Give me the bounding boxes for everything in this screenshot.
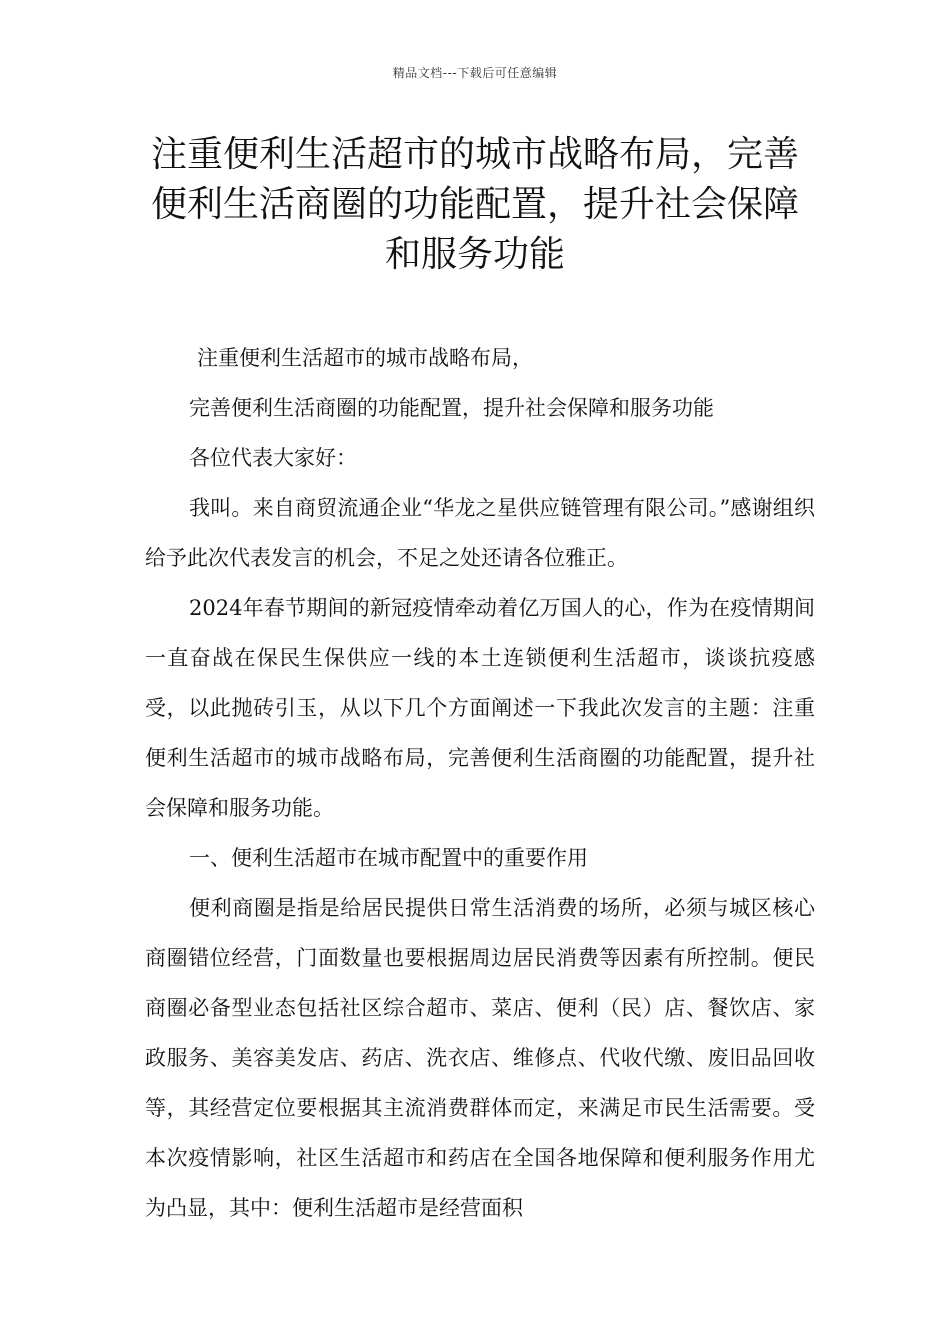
section-heading-1: 一、便利生活超市在城市配置中的重要作用 xyxy=(189,846,588,870)
paragraph-topic-line-2: 完善便利生活商圈的功能配置，提升社会保障和服务功能 xyxy=(189,396,714,420)
document-body xyxy=(145,333,815,1233)
paragraph-greeting: 各位代表大家好： xyxy=(189,446,357,470)
document-title: 注重便利生活超市的城市战略布局，完善便利生活商圈的功能配置，提升社会保障和服务功能 xyxy=(150,134,799,275)
header-note: 精品文档---下载后可任意编辑 xyxy=(392,66,558,80)
paragraph-section-1: 便利商圈是指是给居民提供日常生活消费的场所，必须与城区核心商圈错位经营，门面数量也要根据周边居民消费等因素有所控制。便民商圈必备型业态包括社区综合超市、菜店、便利（民）店、餐饮店、家政服务、美容美发店、药店、洗衣店、维修点、代收代缴、废旧品回收等，其经营定位要根据其主流消费群体而定，来满足市民生活需要。受本次疫情影响，社区生活超市和药店在全国各地保障和便利服务作用尤为凸显，其中：便利生活超市是经营面积 xyxy=(145,896,815,1220)
paragraph-background: 2024年春节期间的新冠疫情牵动着亿万国人的心，作为在疫情期间一直奋战在保民生保供应一线的本土连锁便利生活超市，谈谈抗疫感受，以此抛砖引玉，从以下几个方面阐述一下我此次发言的主题：注重便利生活超市的城市战略布局，完善便利生活商圈的功能配置，提升社会保障和服务功能。 xyxy=(145,596,815,820)
paragraph-introduction: 我叫。来自商贸流通企业“华龙之星供应链管理有限公司。”感谢组织给予此次代表发言的机会，不足之处还请各位雅正。 xyxy=(145,496,815,570)
paragraph-topic-line-1: 注重便利生活超市的城市战略布局， xyxy=(197,346,533,370)
